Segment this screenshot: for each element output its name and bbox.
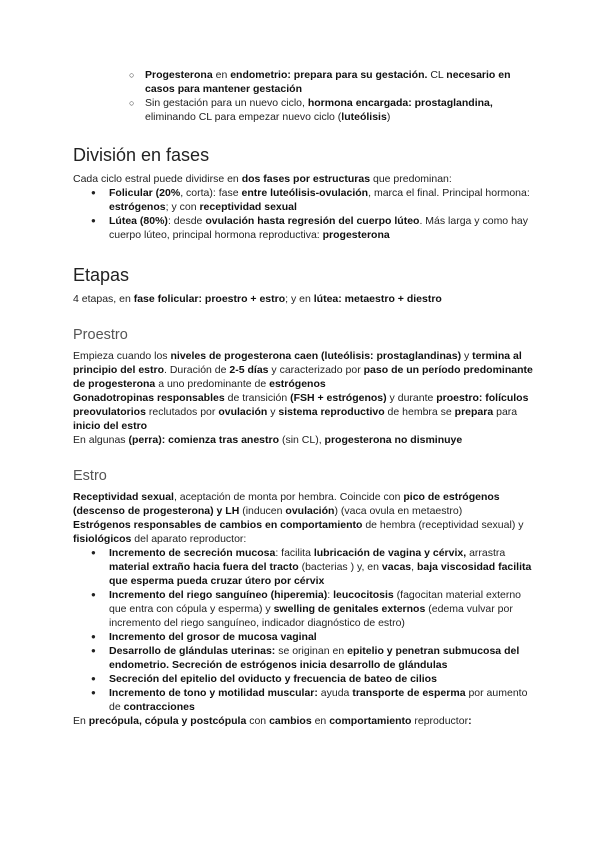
text-run: (edema vulvar por incremento del riego sanguíneo, indicador diagnóstico de estro) — [109, 603, 513, 629]
bold-text: progesterona — [322, 229, 390, 241]
paragraph — [73, 172, 540, 186]
bold-text: transporte de esperma — [352, 687, 466, 699]
text-run: . Más larga y como hay cuerpo lúteo, principal hormona reproductiva: — [109, 215, 528, 241]
text-run: y — [267, 406, 279, 418]
bold-text: ovulación — [218, 406, 268, 418]
paragraph — [73, 349, 540, 391]
list-item — [109, 546, 540, 588]
text-run: que predominan: — [370, 173, 452, 185]
bold-text: (perra): comienza tras anestro — [128, 434, 280, 446]
bold-text: Receptividad sexual — [73, 491, 174, 503]
paragraph — [73, 518, 540, 546]
text-run: En — [73, 715, 89, 727]
text-run: y — [461, 350, 473, 362]
heading-etapas: Etapas — [73, 265, 130, 285]
bold-text: Gonadotropinas responsables — [73, 392, 225, 404]
bold-text: hormona encargada: prostaglandina, — [307, 97, 493, 109]
bold-text: progesterona no disminuye — [324, 434, 463, 446]
heading-proestro: Proestro — [73, 327, 128, 343]
estro-list — [73, 546, 540, 714]
bold-text: comportamiento — [329, 715, 412, 727]
text-run: : desde — [167, 215, 206, 227]
text-run: de transición — [224, 392, 291, 404]
bold-text: leucocitosis — [333, 589, 394, 601]
top-sublist — [73, 68, 540, 124]
text-run: de hembra se — [384, 406, 455, 418]
list-item — [109, 686, 540, 714]
bold-text: receptividad sexual — [199, 201, 297, 213]
text-run: ayuda — [317, 687, 353, 699]
list-item — [109, 672, 540, 686]
text-run: Cada ciclo estral puede dividirse en — [73, 173, 242, 185]
bold-text: inicio del estro — [73, 420, 148, 432]
text-run: con — [246, 715, 270, 727]
list-item — [145, 68, 540, 96]
text-run: eliminando CL para empezar nuevo ciclo ( — [145, 111, 342, 123]
heading-estro: Estro — [73, 468, 107, 484]
text-run: (fagocitan material externo que entra con cópula y esperma) y — [109, 589, 521, 615]
text-run: ) (vaca ovula en metaestro) — [334, 505, 463, 517]
bold-text: 2-5 días — [229, 364, 269, 376]
bold-text: (FSH + estrógenos) — [290, 392, 387, 404]
bold-text: pico de estrógenos (descenso de progesterona) y LH — [73, 491, 500, 517]
bold-text: contracciones — [123, 701, 195, 713]
bold-text: precópula, cópula y postcópula — [88, 715, 247, 727]
text-run: . Duración de — [164, 364, 230, 376]
text-run: , corta): fase — [180, 187, 242, 199]
bold-text: entre luteólisis-ovulación — [241, 187, 369, 199]
bold-text: material extraño hacia fuera del tracto — [109, 561, 299, 573]
bold-text: ovulación — [285, 505, 335, 517]
bold-text: estrógenos — [269, 378, 326, 390]
bold-text: cambios — [269, 715, 312, 727]
bold-text: Lútea (80%) — [109, 215, 168, 227]
text-run: ; y con — [165, 201, 200, 213]
bold-text: luteólisis — [341, 111, 387, 123]
bold-text: prepara — [454, 406, 494, 418]
bold-text: baja viscosidad facilita que esperma pueda cruzar útero por cérvix — [109, 561, 532, 587]
list-item — [109, 214, 540, 242]
bold-text: Secreción del epitelio del oviducto y frecuencia de bateo de cilios — [109, 673, 437, 685]
bold-text: Incremento de tono y motilidad muscular: — [109, 687, 318, 699]
bold-text: estrógenos — [109, 201, 166, 213]
text-run: ; y en — [285, 293, 314, 305]
text-run: : — [327, 589, 334, 601]
text-run: de hembra (receptividad sexual) y — [362, 519, 524, 531]
bold-text: Desarrollo de glándulas uterinas: — [109, 645, 276, 657]
heading-division-fases: División en fases — [73, 145, 210, 165]
list-item — [109, 588, 540, 630]
list-item — [145, 96, 540, 124]
bold-text: niveles de progesterona caen (luteólisis: prostaglandinas) — [170, 350, 462, 362]
bold-text: epitelio y penetran submucosa del endometrio. Secreción de estrógenos inicia desarrollo de glándulas — [109, 645, 520, 671]
list-item — [109, 186, 540, 214]
bold-text: paso de un período predominante de progesterona — [73, 364, 533, 390]
text-run: del aparato reproductor: — [131, 533, 247, 545]
text-run: CL — [427, 69, 447, 81]
text-run: a uno predominante de — [155, 378, 270, 390]
text-run: para — [493, 406, 518, 418]
bold-text: ovulación hasta regresión del cuerpo lúteo — [205, 215, 420, 227]
paragraph — [73, 391, 540, 433]
bold-text: endometrio: prepara para su gestación. — [230, 69, 428, 81]
bold-text: vacas — [381, 561, 412, 573]
text-run: (bacterias ) y, en — [298, 561, 382, 573]
bold-text: Incremento del grosor de mucosa vaginal — [109, 631, 317, 643]
bold-text: swelling de genitales externos — [273, 603, 426, 615]
text-run: reproductor — [411, 715, 469, 727]
division-list — [73, 186, 540, 242]
bold-text: dos fases por estructuras — [241, 173, 371, 185]
bold-text: lubricación de vagina y cérvix, — [313, 547, 467, 559]
paragraph — [73, 714, 540, 728]
bold-text: Progesterona — [145, 69, 213, 81]
text-run: , aceptación de monta por hembra. Coincide con — [173, 491, 404, 503]
text-run: En algunas — [73, 434, 129, 446]
text-run: : facilita — [275, 547, 314, 559]
paragraph — [73, 490, 540, 518]
text-run: reclutados por — [145, 406, 219, 418]
text-run: y caracterizado por — [268, 364, 364, 376]
text-run: se originan en — [275, 645, 348, 657]
bold-text: fisiológicos — [73, 533, 132, 545]
list-item — [109, 630, 540, 644]
text-run: Empieza cuando los — [73, 350, 171, 362]
bold-text: Incremento de secreción mucosa — [109, 547, 276, 559]
bold-text: Folicular (20% — [109, 187, 181, 199]
paragraph — [73, 433, 540, 447]
bold-text: necesario en casos para mantener gestación — [145, 69, 511, 95]
paragraph — [73, 292, 540, 306]
bold-text: Estrógenos responsables de cambios en comportamiento — [73, 519, 363, 531]
text-run: , marca el final. Principal hormona: — [368, 187, 530, 199]
list-item — [109, 644, 540, 672]
bold-text: sistema reproductivo — [278, 406, 385, 418]
text-run: Sin gestación para un nuevo ciclo, — [145, 97, 308, 109]
bold-text: lútea: metaestro + diestro — [313, 293, 442, 305]
text-run: ) — [386, 111, 391, 123]
text-run: en — [311, 715, 330, 727]
text-run: por aumento de — [109, 687, 528, 713]
bold-text: : — [468, 715, 472, 727]
bold-text: Incremento del riego sanguíneo (hiperemia) — [109, 589, 328, 601]
text-run: arrastra — [466, 547, 506, 559]
text-run: y durante — [386, 392, 437, 404]
text-run: en — [212, 69, 231, 81]
bold-text: proestro: folículos preovulatorios — [73, 392, 529, 418]
text-run: (sin CL), — [279, 434, 325, 446]
text-run: (inducen — [239, 505, 286, 517]
text-run: 4 etapas, en — [73, 293, 134, 305]
bold-text: termina al principio del estro — [73, 350, 522, 376]
text-run: , — [411, 561, 417, 573]
bold-text: fase folicular: proestro + estro — [133, 293, 286, 305]
